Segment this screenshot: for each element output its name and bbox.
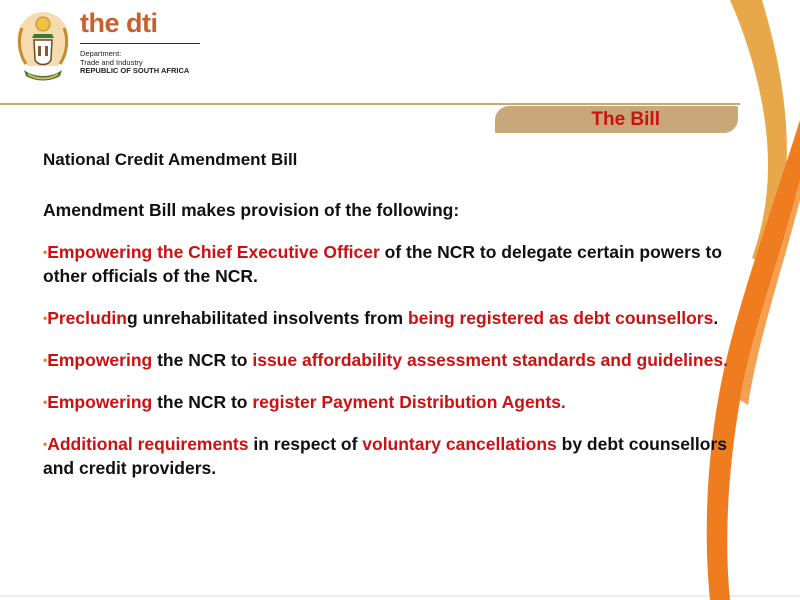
bullet-highlight-2: register Payment Distribution Agents. [252, 392, 566, 412]
dept-line-3: REPUBLIC OF SOUTH AFRICA [80, 66, 190, 76]
bullet-highlight-2: being registered as debt counsellors [407, 308, 714, 328]
bullet-marker: • [43, 311, 48, 325]
brand-name: the dti [80, 8, 158, 38]
bullet-item [43, 306, 733, 330]
brand-rule [80, 43, 200, 44]
bullet-highlight: Empowering [47, 350, 153, 370]
bullet-highlight: Additional requirements [47, 434, 249, 454]
dept-line-1: Department: [80, 49, 122, 58]
slide-content [43, 148, 733, 498]
bullet-text: in respect of [248, 434, 363, 454]
dept-line-2: Trade and Industry [80, 57, 143, 67]
section-tab [495, 106, 738, 133]
bullet-highlight-2: issue affordability assessment standards and guidelines. [252, 350, 728, 370]
bullet-marker: • [43, 395, 48, 409]
brand-block [80, 8, 210, 76]
bullet-marker: • [43, 245, 48, 259]
bullet-text: the NCR to [152, 350, 253, 370]
bullet-item [43, 240, 733, 288]
bullet-text: of the NCR to delegate certain powers to other officials of the NCR. [43, 242, 723, 286]
bullet-text-end: by debt counsellors and credit providers. [43, 434, 727, 478]
bullet-highlight: Precludin [47, 308, 127, 328]
intro-text: Amendment Bill makes provision of the following: [43, 200, 460, 220]
coat-of-arms-logo [14, 8, 72, 88]
bullet-text-end: . [713, 308, 719, 328]
bullet-marker: • [43, 353, 48, 367]
bullet-text: g unrehabilitated insolvents from [126, 308, 408, 328]
bullet-item [43, 390, 733, 414]
bill-title: National Credit Amendment Bill [43, 150, 298, 169]
bullet-text: the NCR to [152, 392, 253, 412]
bullet-item [43, 348, 733, 372]
bullet-highlight: Empowering [47, 392, 153, 412]
bullet-highlight: Empowering the Chief Executive Officer [47, 242, 380, 262]
section-title: The Bill [591, 109, 660, 130]
bullet-item [43, 432, 733, 480]
bullet-marker: • [43, 437, 48, 451]
bullet-highlight-2: voluntary cancellations [362, 434, 557, 454]
